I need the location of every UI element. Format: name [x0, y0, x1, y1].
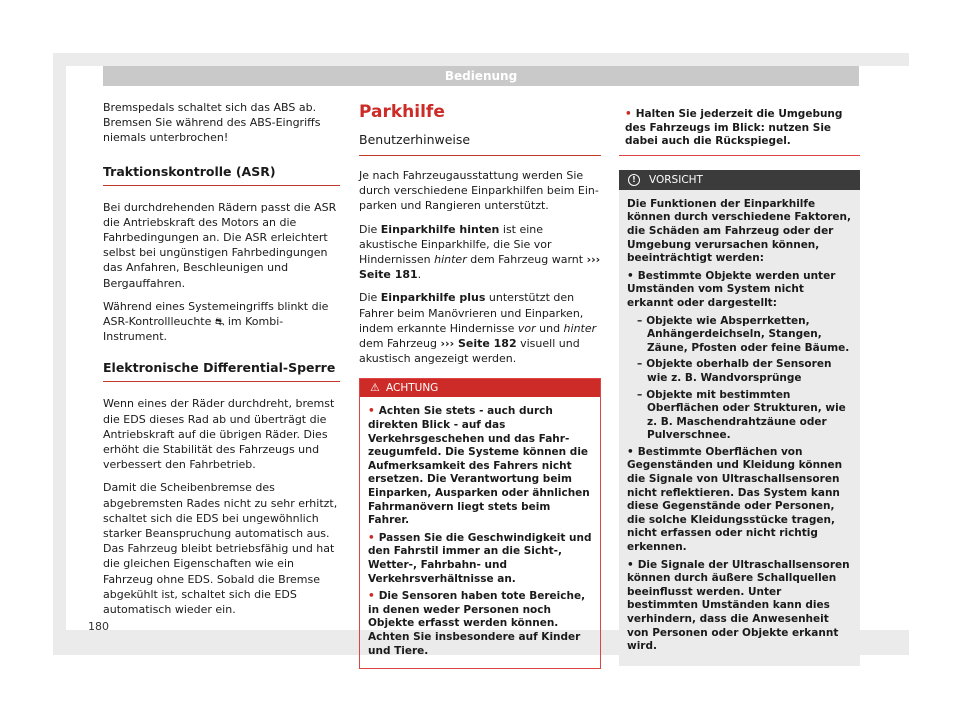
caution-item: • Bestimmte Objekte werden unter Umständen vom System nicht erkannt oder dargestellt: — [627, 269, 836, 309]
caution-header: ! VORSICHT — [619, 170, 860, 190]
eds-heading: Elektronische Differential-Sperre — [103, 360, 340, 382]
parkhilfe-paragraph-3: Die Einparkhilfe plus unterstützt den Fahrer beim Manövrieren und Einparken, indem erkannte Hindernisse vor und hinter dem Fahrzeug ››› Seite 182 visuell und akustisch angezeigt werden. — [359, 291, 597, 366]
warning-item: • Die Sensoren haben tote Bereiche, in denen weder Personen noch Objekte erfasst werden können. Achten Sie insbesondere auf Kinder und Tiere. — [368, 590, 586, 657]
bullet-icon: • — [368, 531, 375, 544]
page-ref-181-link[interactable]: ››› Seite 181 — [359, 253, 601, 282]
warning-header: ⚠ ACHTUNG — [360, 379, 600, 397]
asr-heading: Traktionskontrolle (ASR) — [103, 164, 340, 186]
warning-box-bottom-border — [619, 155, 860, 156]
caution-box — [619, 170, 860, 666]
chapter-header: Bedienung — [103, 66, 859, 86]
intro-paragraph: Bremspedals schaltet sich das ABS ab. Bremsen Sie während des ABS-Eingriffs niemals unterbrochen! — [103, 101, 321, 145]
asr-paragraph-1: Bei durchdrehenden Rädern passt die ASR die Antriebskraft des Motors an die Fahrbedingungen an. Die ASR erleichtert selbst bei ungünstigen Fahrbedingungen das Anfahren, Beschleunigen und Bergauffahren. — [103, 200, 337, 290]
parkhilfe-title: Parkhilfe — [359, 102, 445, 122]
warning-item: • Passen Sie die Geschwindigkeit und den Fahrstil immer an die Sicht-, Wetter-, Fahrbahn- und Verkehrsverhältnisse an. — [368, 531, 592, 585]
caution-item: • Bestimmte Oberflächen von Gegenständen und Kleidung können die Signale von Ultraschallsensoren nicht reflektieren. Das System kann diese Gegenstände oder Personen, die solche Kleidungsstücke tragen, nicht erfassen oder nicht richtig erkennen. — [627, 445, 843, 554]
page-number: 180 — [88, 620, 109, 633]
bullet-icon: • — [627, 558, 634, 571]
eds-paragraph-2: Damit die Scheibenbremse des abgebremsten Rades nicht zu sehr erhitzt, schaltet sich die EDS bei ungewöhnlich starker Beanspruchung automatisch aus. Das Fahrzeug bleibt betriebsfähig und hat die gleichen Eigenschaften wie ein Fahrzeug ohne EDS. Sobald die Bremse abgekühlt ist, schaltet sich die EDS automatisch wieder ein. — [103, 481, 338, 617]
bullet-icon: • — [368, 590, 375, 603]
column-middle — [359, 100, 601, 669]
parkhilfe-paragraph-1: Je nach Fahrzeugausstattung werden Sie durch verschiedene Einparkhilfen beim Einparken und Rangieren unterstützt. — [359, 169, 599, 213]
warning-continued-item: • Halten Sie jederzeit die Umgebung des Fahrzeugs im Blick: nutzen Sie dabei auch die Rückspiegel. — [625, 108, 843, 148]
caution-subitem: – Objekte mit bestimmten Oberflächen oder Strukturen, wie z. B. Maschendrahtzäune oder Pulverschnee. — [637, 388, 846, 442]
benutzerhinweise-subtitle: Benutzerhinweise — [359, 132, 601, 156]
page-ref-182-link[interactable]: ››› Seite 182 — [440, 337, 517, 351]
warning-body — [360, 397, 600, 668]
warning-item: • Achten Sie stets - auch durch direkten Blick - auf das Verkehrsgeschehen und das Fahrzeugumfeld. Die Systeme können die Aufmerksamkeit des Fahrers nicht ersetzen. Die Verantwortung beim Einparken, Ausparken oder ähnlichen Fahrmanövern liegt stets beim Fahrer. — [368, 405, 590, 527]
caution-item: • Die Signale der Ultraschallsensoren können durch äußere Schallquellen beeinflusst werden. Unter bestimmten Umständen kann dies verhindern, dass die Anwesenheit von Personen oder Objekte erkannt wird. — [627, 558, 850, 653]
caution-subitem: – Objekte oberhalb der Sensoren wie z. B. Wandvorsprünge — [637, 358, 832, 384]
bullet-icon: • — [627, 269, 634, 282]
caution-subitem: – Objekte wie Absperrketten, Anhängerdeichseln, Stangen, Zäune, Pfosten oder feine Bäume. — [637, 314, 850, 354]
warning-box — [359, 378, 601, 669]
caution-intro: Die Funktionen der Einparkhilfe können durch verschiedene Faktoren, die Schäden am Fahrzeug oder der Umgebung verursachen können, beeinträchtigt werden: — [627, 197, 851, 265]
bullet-icon: • — [627, 445, 634, 458]
caution-body — [619, 190, 860, 666]
bullet-icon: • — [368, 405, 375, 418]
asr-paragraph-2: Während eines Systemeingriffs blinkt die ASR-Kontrollleuchte ⛐ im Kombi-Instrument. — [103, 299, 329, 344]
bullet-icon: • — [625, 108, 632, 120]
column-left — [103, 100, 340, 625]
eds-paragraph-1: Wenn eines der Räder durchdreht, bremst die EDS dieses Rad ab und überträgt die Antriebskraft auf die übrigen Räder. Dies erhöht die Stabilität des Fahrzeugs und verbessert den Fahrbetrieb. — [103, 397, 335, 472]
warning-triangle-icon: ⚠ — [370, 381, 380, 395]
parkhilfe-paragraph-2: Die Einparkhilfe hinten ist eine akustische Einparkhilfe, die Sie vor Hindernissen hinter dem Fahrzeug warnt ››› Seite 181. — [359, 222, 601, 282]
column-right — [619, 104, 860, 666]
info-circle-icon: ! — [628, 174, 640, 186]
